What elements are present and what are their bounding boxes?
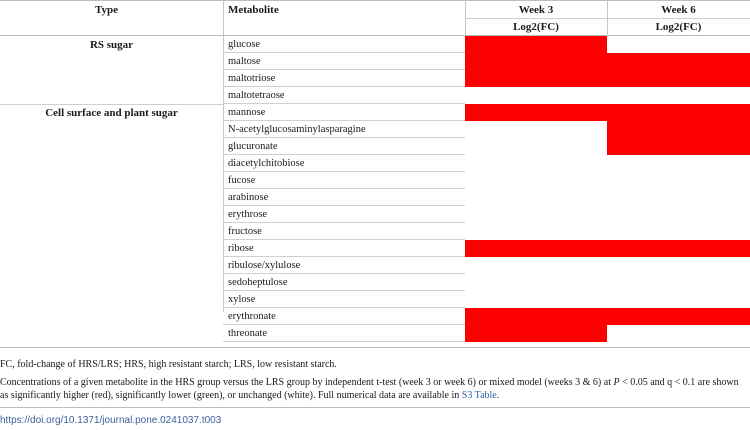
week3-fc-cell xyxy=(465,206,607,223)
table-row xyxy=(223,240,750,257)
metabolite-name: maltose xyxy=(228,56,261,67)
week6-fc-cell xyxy=(607,240,750,257)
footnote-significance xyxy=(0,376,745,402)
week3-fc-cell xyxy=(465,274,607,291)
table-top-rule xyxy=(0,0,750,1)
week6-fc-cell xyxy=(607,155,750,172)
week3-fc-cell xyxy=(465,87,607,104)
week3-fc-cell xyxy=(465,53,607,70)
table-row xyxy=(223,155,750,172)
table-row xyxy=(223,308,750,325)
footnote-text: Concentrations of a given metabolite in the HRS group versus the LRS group by independent t-test (week 3 or week 6) or mixed model (weeks 3 & 6) at xyxy=(0,377,614,388)
table-row xyxy=(223,223,750,240)
header-week3: Week 3 xyxy=(518,4,554,16)
table-row xyxy=(223,53,750,70)
metabolite-name: glucuronate xyxy=(228,141,278,152)
week3-fc-cell xyxy=(465,70,607,87)
metabolite-name: glucose xyxy=(228,39,261,50)
metabolite-name: arabinose xyxy=(228,192,269,203)
week3-fc-cell xyxy=(465,308,607,325)
metabolite-name: mannose xyxy=(228,107,266,118)
table-row xyxy=(223,172,750,189)
footnote-text: . xyxy=(496,390,500,401)
group-divider xyxy=(0,104,223,105)
metabolite-name: ribose xyxy=(228,243,254,254)
week6-fc-cell xyxy=(607,138,750,155)
table-row xyxy=(223,104,750,121)
week3-fc-cell xyxy=(465,257,607,274)
metabolite-name: erythrose xyxy=(228,209,268,220)
table-row xyxy=(223,189,750,206)
footer-rule xyxy=(0,407,750,408)
group-label-rs-sugar: RS sugar xyxy=(89,39,134,51)
table-row xyxy=(223,274,750,291)
week3-fc-cell xyxy=(465,189,607,206)
doi-link[interactable]: https://doi.org/10.1371/journal.pone.0241037.t003 xyxy=(0,415,222,426)
header-week3-sub: Log2(FC) xyxy=(513,21,559,33)
table-row xyxy=(223,325,750,342)
p-symbol: P xyxy=(613,377,620,388)
week6-fc-cell xyxy=(607,257,750,274)
metabolite-name: N-acetylglucosaminylasparagine xyxy=(228,124,366,135)
week3-fc-cell xyxy=(465,223,607,240)
table-row xyxy=(223,291,750,308)
table-row xyxy=(223,257,750,274)
week6-fc-cell xyxy=(607,325,750,342)
week3-fc-cell xyxy=(465,172,607,189)
header-week6-sub: Log2(FC) xyxy=(655,21,702,33)
metabolite-name: threonate xyxy=(228,328,268,339)
week3-fc-cell xyxy=(465,36,607,53)
table-row xyxy=(223,70,750,87)
week6-fc-cell xyxy=(607,36,750,53)
week3-fc-cell xyxy=(465,121,607,138)
metabolite-name: maltotetraose xyxy=(228,90,285,101)
group-label-cell-surface: Cell surface and plant sugar xyxy=(45,107,178,119)
week3-fc-cell xyxy=(465,138,607,155)
metabolite-name: xylose xyxy=(228,294,256,305)
week6-fc-cell xyxy=(607,172,750,189)
metabolite-name: fucose xyxy=(228,175,256,186)
table-row xyxy=(223,121,750,138)
metabolite-name: fructose xyxy=(228,226,262,237)
header-week6: Week 6 xyxy=(661,4,696,16)
week6-fc-cell xyxy=(607,104,750,121)
week3-fc-cell xyxy=(465,155,607,172)
metabolite-name: erythronate xyxy=(228,311,276,322)
metabolite-name: ribulose/xylulose xyxy=(228,260,301,271)
week6-fc-cell xyxy=(607,274,750,291)
week6-fc-cell xyxy=(607,121,750,138)
week6-fc-cell xyxy=(607,87,750,104)
metabolite-name: diacetylchitobiose xyxy=(228,158,305,169)
s3-table-link[interactable]: S3 Table xyxy=(461,390,497,401)
week6-fc-cell xyxy=(607,53,750,70)
week3-fc-cell xyxy=(465,104,607,121)
week3-fc-cell xyxy=(465,325,607,342)
table-row xyxy=(223,138,750,155)
week6-fc-cell xyxy=(607,291,750,308)
footnote-abbreviations: FC, fold-change of HRS/LRS; HRS, high resistant starch; LRS, low resistant starch. xyxy=(0,359,337,370)
week3-fc-cell xyxy=(465,240,607,257)
week6-fc-cell xyxy=(607,70,750,87)
week3-fc-cell xyxy=(465,291,607,308)
table-row xyxy=(223,87,750,104)
week6-fc-cell xyxy=(607,223,750,240)
metabolite-name: sedoheptulose xyxy=(228,277,288,288)
header-type: Type xyxy=(95,4,119,16)
week6-fc-cell xyxy=(607,206,750,223)
week6-fc-cell xyxy=(607,308,750,325)
metabolite-name: maltotriose xyxy=(228,73,276,84)
header-metabolite: Metabolite xyxy=(228,4,279,16)
footnote-text: < 0.05 and q < 0.1 are shown as significantly higher (red), significantly lower (green), or unchanged (white). Full numerical data are available in xyxy=(0,377,739,401)
table-row xyxy=(223,206,750,223)
week6-fc-cell xyxy=(607,189,750,206)
table-row xyxy=(223,36,750,53)
table-bottom-rule xyxy=(0,347,750,348)
